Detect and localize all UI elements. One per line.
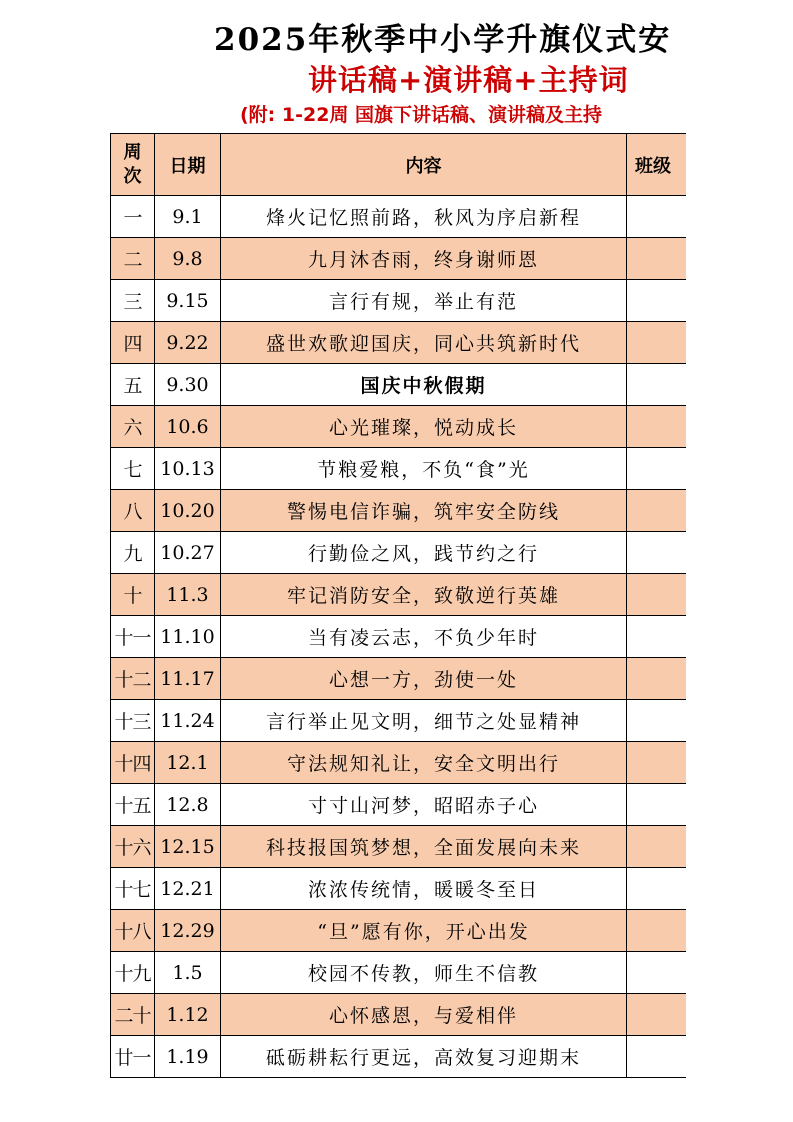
table-row (111, 406, 687, 448)
class-cell (627, 700, 687, 742)
week-cell: 七 (111, 448, 155, 490)
table-row (111, 658, 687, 700)
content-cell: 节粮爱粮，不负“食”光 (221, 448, 627, 490)
schedule-table (110, 133, 686, 1078)
content-cell: 言行举止见文明，细节之处显精神 (221, 700, 627, 742)
header-date: 日期 (155, 134, 221, 196)
table-row (111, 910, 687, 952)
document-title: 2025年秋季中小学升旗仪式安 (214, 22, 672, 58)
class-cell (627, 994, 687, 1036)
header-content: 内容 (221, 134, 627, 196)
date-cell: 11.3 (155, 574, 221, 616)
date-cell: 9.15 (155, 280, 221, 322)
content-cell: “旦”愿有你，开心出发 (221, 910, 627, 952)
table-row (111, 364, 687, 406)
class-cell (627, 532, 687, 574)
content-cell: 浓浓传统情，暖暖冬至日 (221, 868, 627, 910)
date-cell: 1.5 (155, 952, 221, 994)
date-cell: 9.1 (155, 196, 221, 238)
week-cell: 十五 (111, 784, 155, 826)
date-cell: 12.8 (155, 784, 221, 826)
table-header-row (111, 134, 687, 196)
content-cell: 盛世欢歌迎国庆，同心共筑新时代 (221, 322, 627, 364)
class-cell (627, 784, 687, 826)
date-cell: 10.27 (155, 532, 221, 574)
date-cell: 12.15 (155, 826, 221, 868)
class-cell (627, 490, 687, 532)
table-row (111, 826, 687, 868)
week-cell: 十二 (111, 658, 155, 700)
class-cell (627, 322, 687, 364)
week-cell: 五 (111, 364, 155, 406)
week-cell: 十一 (111, 616, 155, 658)
content-cell: 九月沐杏雨，终身谢师恩 (221, 238, 627, 280)
date-cell: 1.19 (155, 1036, 221, 1078)
class-cell (627, 868, 687, 910)
week-cell: 十七 (111, 868, 155, 910)
class-cell (627, 406, 687, 448)
class-cell (627, 910, 687, 952)
date-cell: 12.29 (155, 910, 221, 952)
content-cell: 心光璀璨，悦动成长 (221, 406, 627, 448)
content-cell: 砥砺耕耘行更远，高效复习迎期末 (221, 1036, 627, 1078)
class-cell (627, 1036, 687, 1078)
class-cell (627, 574, 687, 616)
table-row (111, 1036, 687, 1078)
content-cell: 校园不传教，师生不信教 (221, 952, 627, 994)
content-cell: 行勤俭之风，践节约之行 (221, 532, 627, 574)
table-row (111, 532, 687, 574)
week-cell: 二 (111, 238, 155, 280)
content-cell: 国庆中秋假期 (221, 364, 627, 406)
week-cell: 三 (111, 280, 155, 322)
week-cell: 十八 (111, 910, 155, 952)
week-cell: 九 (111, 532, 155, 574)
date-cell: 10.20 (155, 490, 221, 532)
class-cell (627, 238, 687, 280)
table-row (111, 280, 687, 322)
class-cell (627, 952, 687, 994)
date-cell: 12.21 (155, 868, 221, 910)
table-row (111, 868, 687, 910)
class-cell (627, 826, 687, 868)
content-cell: 寸寸山河梦，昭昭赤子心 (221, 784, 627, 826)
week-cell: 一 (111, 196, 155, 238)
table-row (111, 616, 687, 658)
table-row (111, 490, 687, 532)
content-cell: 心想一方，劲使一处 (221, 658, 627, 700)
date-cell: 9.8 (155, 238, 221, 280)
class-cell (627, 616, 687, 658)
week-cell: 八 (111, 490, 155, 532)
week-cell: 二十 (111, 994, 155, 1036)
header-week (111, 134, 155, 196)
content-cell: 牢记消防安全，致敬逆行英雄 (221, 574, 627, 616)
class-cell (627, 196, 687, 238)
table-row (111, 574, 687, 616)
week-cell: 四 (111, 322, 155, 364)
week-cell: 十六 (111, 826, 155, 868)
date-cell: 11.24 (155, 700, 221, 742)
document-subtitle: 讲话稿+演讲稿+主持词 (308, 63, 629, 97)
week-cell: 六 (111, 406, 155, 448)
class-cell (627, 658, 687, 700)
date-cell: 11.17 (155, 658, 221, 700)
week-cell: 十四 (111, 742, 155, 784)
class-cell (627, 280, 687, 322)
content-cell: 烽火记忆照前路，秋风为序启新程 (221, 196, 627, 238)
date-cell: 12.1 (155, 742, 221, 784)
class-cell (627, 364, 687, 406)
header-class: 班级 (627, 134, 687, 196)
document-note: (附: 1-22周 国旗下讲话稿、演讲稿及主持 (240, 104, 603, 126)
table-row (111, 238, 687, 280)
table-row (111, 784, 687, 826)
week-cell: 十 (111, 574, 155, 616)
table-row (111, 196, 687, 238)
table-row (111, 448, 687, 490)
table-row (111, 700, 687, 742)
content-cell: 守法规知礼让，安全文明出行 (221, 742, 627, 784)
table-row (111, 994, 687, 1036)
date-cell: 9.22 (155, 322, 221, 364)
table-row (111, 742, 687, 784)
date-cell: 9.30 (155, 364, 221, 406)
week-cell: 廿一 (111, 1036, 155, 1078)
class-cell (627, 448, 687, 490)
date-cell: 10.6 (155, 406, 221, 448)
table-row (111, 322, 687, 364)
content-cell: 科技报国筑梦想，全面发展向未来 (221, 826, 627, 868)
table-row (111, 952, 687, 994)
date-cell: 10.13 (155, 448, 221, 490)
week-cell: 十三 (111, 700, 155, 742)
date-cell: 11.10 (155, 616, 221, 658)
content-cell: 言行有规，举止有范 (221, 280, 627, 322)
content-cell: 当有凌云志，不负少年时 (221, 616, 627, 658)
date-cell: 1.12 (155, 994, 221, 1036)
week-cell: 十九 (111, 952, 155, 994)
content-cell: 警惕电信诈骗，筑牢安全防线 (221, 490, 627, 532)
header-week-label: 周次 (123, 141, 142, 187)
class-cell (627, 742, 687, 784)
content-cell: 心怀感恩，与爱相伴 (221, 994, 627, 1036)
